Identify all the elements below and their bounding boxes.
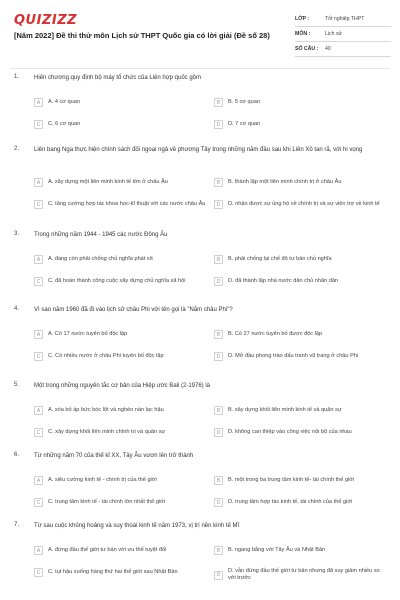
option-letter-box[interactable]: C [34, 498, 43, 507]
header-divider [10, 68, 390, 69]
option-text: A. đứng đầu thế giới tư bản với ưu thế tuyệt đối [48, 547, 167, 553]
info-key: MÔN : [295, 31, 311, 37]
answer-option-c[interactable] [34, 428, 206, 437]
info-key: LỚP : [295, 16, 310, 22]
option-letter-box[interactable]: C [34, 200, 43, 209]
option-text: A. đang còn phải chống chủ nghĩa phát xít [48, 256, 153, 262]
answer-option-d[interactable] [214, 120, 386, 129]
answer-option-b[interactable] [214, 546, 386, 555]
option-letter-box[interactable]: D [214, 277, 223, 286]
answer-option-a[interactable] [34, 330, 206, 339]
info-table [295, 12, 391, 57]
answer-option-b[interactable] [214, 255, 386, 264]
option-text: D. trung tâm hợp tác kinh tế, tài chính của thế giới [228, 499, 353, 505]
answer-option-d[interactable] [214, 200, 386, 209]
option-letter-box[interactable]: A [34, 98, 43, 107]
option-text: B. ngang bằng với Tây Âu và Nhật Bản [228, 547, 326, 553]
quizizz-logo: QUIZIZZ [14, 13, 78, 28]
answer-option-c[interactable] [34, 120, 206, 129]
answer-option-a[interactable] [34, 178, 206, 187]
answer-option-a[interactable] [34, 476, 206, 485]
question-text: Từ sau cuộc khủng hoảng và suy thoái kinh tế năm 1973, vị trí nền kinh tế Mĩ [34, 523, 240, 529]
question-number: 3. [14, 231, 20, 237]
info-value: Lịch sử [325, 31, 343, 37]
option-text: A. siêu cường kinh tế - chính trị của thế giới [48, 477, 157, 483]
answer-option-a[interactable] [34, 406, 206, 415]
question-number: 2. [14, 146, 20, 152]
option-text: D. đã thành lập nhà nước dân chủ nhân dân [228, 278, 339, 284]
option-text: B. xây dựng khối liên minh kinh tế và quân sự [228, 407, 342, 413]
answer-option-d[interactable] [214, 568, 386, 582]
info-row-subject [295, 27, 391, 42]
option-letter-box[interactable]: D [214, 498, 223, 507]
info-row-count [295, 42, 391, 57]
option-letter-box[interactable]: B [214, 330, 223, 339]
option-text: C. đã hoàn thành công cuộc xây dựng chủ nghĩa xã hội [48, 278, 186, 284]
option-text: D. 7 cơ quan [228, 121, 261, 127]
option-letter-box[interactable]: A [34, 178, 43, 187]
answer-option-d[interactable] [214, 428, 386, 437]
question-text: Hiến chương quy định bộ máy tổ chức của Liên hợp quốc gồm [34, 75, 201, 81]
option-text: C. tăng cường hợp tác khoa học-kĩ thuật với các nước châu Âu [48, 201, 206, 207]
option-text: B. Có 27 nước tuyên bố được độc lập [228, 331, 323, 337]
option-text: B. một trong ba trung tâm kinh tế- tài chính thế giới [228, 477, 355, 483]
answer-option-b[interactable] [214, 98, 386, 107]
option-letter-box[interactable]: C [34, 120, 43, 129]
answer-option-b[interactable] [214, 330, 386, 339]
option-text: A. xây dựng một liên minh kinh tế lớn ở châu Âu [48, 179, 168, 185]
option-letter-box[interactable]: D [214, 428, 223, 437]
option-text: C. 6 cơ quan [48, 121, 81, 127]
option-letter-box[interactable]: B [214, 546, 223, 555]
option-text: C. trung tâm kinh tế - tài chính lớn nhất thế giới [48, 499, 166, 505]
option-letter-box[interactable]: A [34, 546, 43, 555]
option-letter-box[interactable]: D [214, 571, 223, 580]
question-text: Trong những năm 1944 - 1945 các nước Đông Âu [34, 232, 168, 238]
option-letter-box[interactable]: D [214, 120, 223, 129]
page-header [0, 0, 400, 66]
answer-option-a[interactable] [34, 98, 206, 107]
info-value: Tốt nghiệp THPT [325, 16, 365, 22]
answer-option-b[interactable] [214, 406, 386, 415]
question-number: 4. [14, 306, 20, 312]
question-number: 5. [14, 382, 20, 388]
option-letter-box[interactable]: B [214, 98, 223, 107]
option-letter-box[interactable]: B [214, 255, 223, 264]
answer-option-c[interactable] [34, 568, 206, 577]
answer-option-d[interactable] [214, 277, 386, 286]
question-number: 6. [14, 452, 20, 458]
option-letter-box[interactable]: A [34, 330, 43, 339]
info-row-class [295, 12, 391, 27]
option-text: A. xóa bỏ áp bức bóc lột và nghèo nàn lạc hậu [48, 407, 164, 413]
option-text: D. nhận được sự ủng hộ về chính trị và sự viện trợ về kinh tế [228, 201, 380, 207]
question-text: Một trong những nguyên tắc cơ bản của Hiệp ước Bali (2-1976) là [34, 383, 210, 389]
option-text: C. Có nhiều nước ở châu Phi tuyên bố độc lập [48, 353, 164, 359]
option-text: D. không can thiệp vào công việc nội bộ của nhau [228, 429, 352, 435]
option-letter-box[interactable]: C [34, 568, 43, 577]
answer-option-b[interactable] [214, 178, 386, 187]
option-letter-box[interactable]: B [214, 406, 223, 415]
answer-option-c[interactable] [34, 498, 206, 507]
answer-option-d[interactable] [214, 498, 386, 507]
question-text: Từ những năm 70 của thế kỉ XX, Tây Âu vươn lên trở thành [34, 453, 194, 459]
page-title: [Năm 2022] Đề thi thử môn Lịch sử THPT Quốc gia có lời giải (Đề số 28) [14, 31, 270, 40]
answer-option-c[interactable] [34, 352, 206, 361]
question-number: 7. [14, 522, 20, 528]
option-letter-box[interactable]: D [214, 200, 223, 209]
answer-option-c[interactable] [34, 277, 206, 286]
option-text: B. thành lập một liên minh chính trị ở châu Âu [228, 179, 342, 185]
option-text: D. vẫn đứng đầu thế giới tư bản nhưng đã suy giảm nhiều so với trước [228, 568, 380, 581]
option-text: B. phải chống lại chế độ tư bản chủ nghĩa [228, 256, 332, 262]
info-value: 40 [325, 46, 331, 52]
option-text: C. xây dựng khối liên minh chính trị và quân sự [48, 429, 166, 435]
option-letter-box[interactable]: D [214, 352, 223, 361]
option-text: A. Có 17 nước tuyên bố độc lập [48, 331, 128, 337]
option-letter-box[interactable]: B [214, 476, 223, 485]
question-number: 1. [14, 74, 20, 80]
option-letter-box[interactable]: C [34, 352, 43, 361]
option-text: D. Mở đầu phong trào đấu tranh vũ trang ở châu Phi [228, 353, 359, 359]
option-letter-box[interactable]: A [34, 255, 43, 264]
answer-option-a[interactable] [34, 255, 206, 264]
option-letter-box[interactable]: B [214, 178, 223, 187]
option-text: B. 5 cơ quan [228, 99, 260, 105]
option-letter-box[interactable]: A [34, 406, 43, 415]
question-text: Vì sao năm 1960 đã đi vào lịch sử châu Phi với tên gọi là "Năm châu Phi"? [34, 307, 233, 313]
answer-option-c[interactable] [34, 200, 206, 209]
info-key: SỐ CÂU : [295, 46, 319, 52]
option-letter-box[interactable]: C [34, 277, 43, 286]
option-letter-box[interactable]: A [34, 476, 43, 485]
answer-option-b[interactable] [214, 476, 386, 485]
option-text: A. 4 cơ quan [48, 99, 80, 105]
option-text: C. tụt hậu xuống hàng thứ hai thế giới sau Nhật Bản [48, 569, 178, 575]
question-text: Liên bang Nga thực hiện chính sách đối ngoại ngả về phương Tây trong những năm đầu sau khi Liên Xô tan rã, với hi vọng [34, 147, 363, 153]
option-letter-box[interactable]: C [34, 428, 43, 437]
answer-option-d[interactable] [214, 352, 386, 361]
answer-option-a[interactable] [34, 546, 206, 555]
